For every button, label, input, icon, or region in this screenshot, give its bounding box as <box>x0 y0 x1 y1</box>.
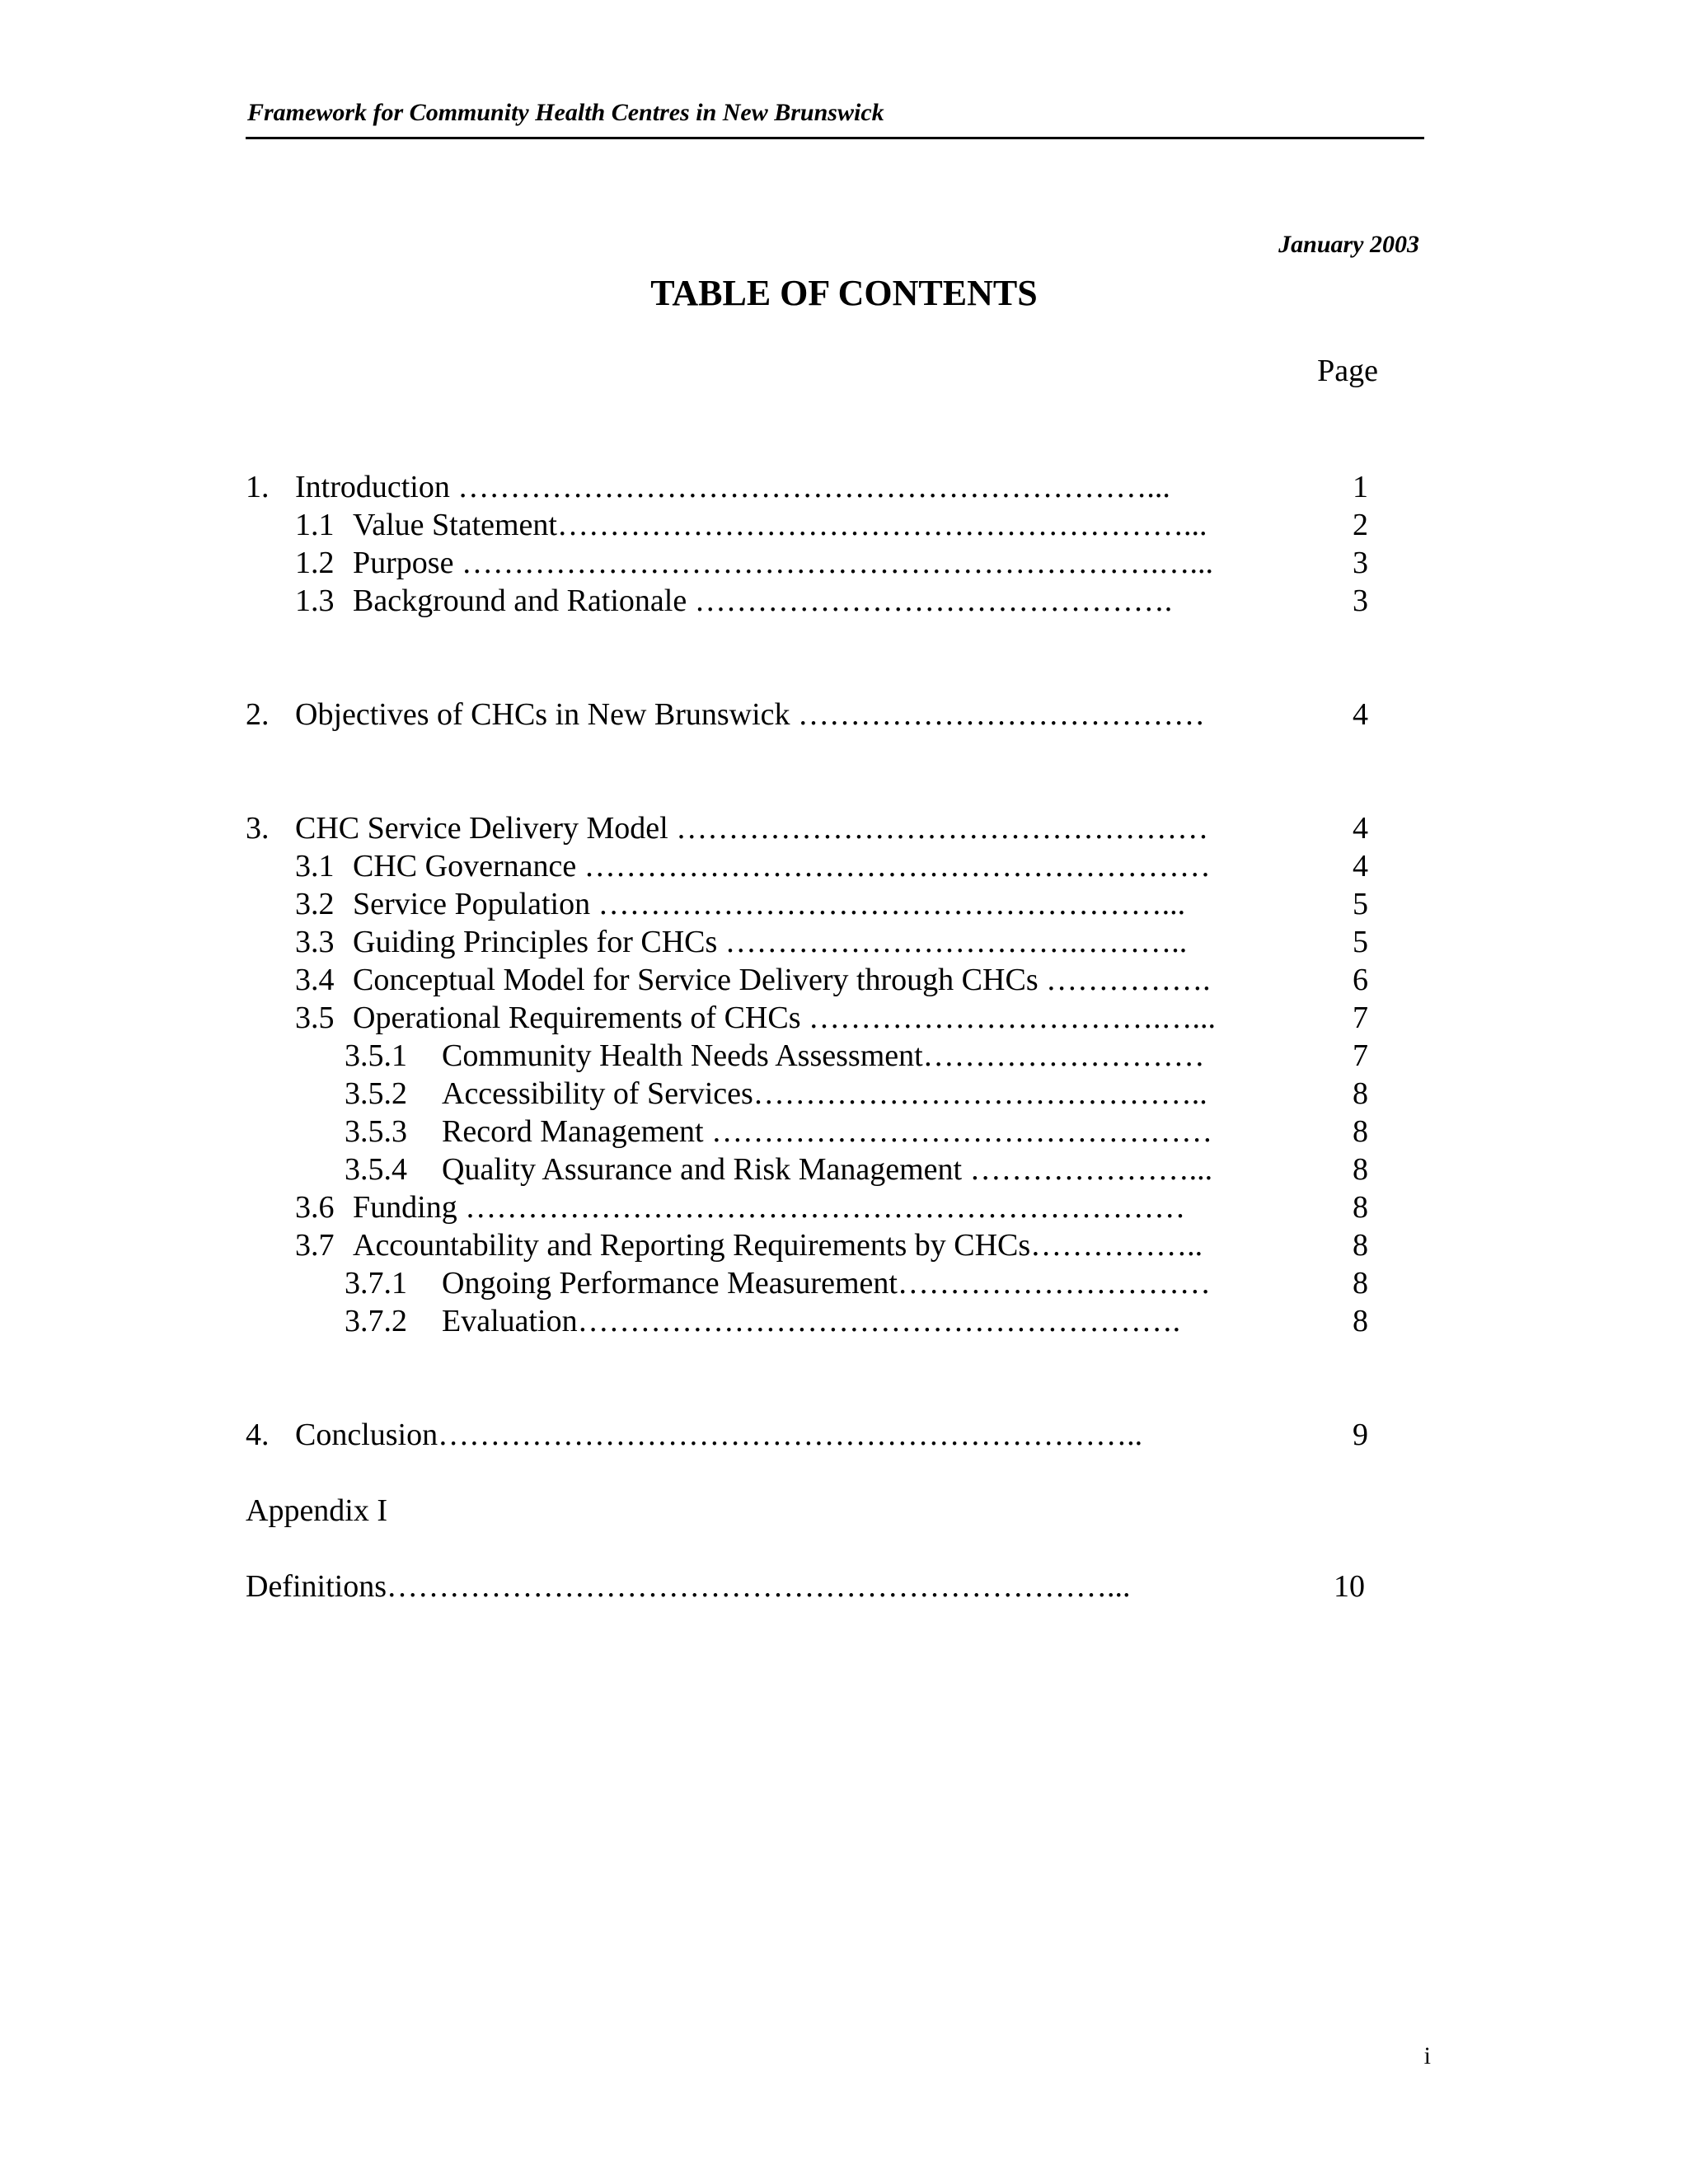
toc-entry-label: Conceptual Model for Service Delivery through CHCs ……………. <box>353 963 1211 997</box>
toc-entry-label: Accessibility of Services…………………………………….. <box>442 1076 1207 1111</box>
toc-entry-page: 8 <box>1353 1228 1368 1263</box>
toc-entry-number: 3.5.3 <box>345 1114 407 1149</box>
toc-entry-label: Evaluation…………………………………………………. <box>442 1304 1181 1338</box>
toc-entry-number: 3.5.1 <box>345 1038 407 1073</box>
toc-entry-page: 7 <box>1353 1001 1368 1035</box>
toc-entry-page: 8 <box>1353 1266 1368 1301</box>
toc-entry-page: 8 <box>1353 1076 1368 1111</box>
toc-entry-label: Record Management ………………………………………… <box>442 1114 1213 1149</box>
toc-entry-number: 1. <box>246 470 270 504</box>
toc-entry-number: 3.2 <box>295 887 335 921</box>
toc-entry-label: Purpose ………………………………………………………….…... <box>353 546 1213 580</box>
toc-entry-page: 5 <box>1353 887 1368 921</box>
toc-entry-label: CHC Governance …………………………………………………… <box>353 849 1211 883</box>
page-title: TABLE OF CONTENTS <box>650 273 1038 313</box>
toc-entry-page: 1 <box>1353 470 1368 504</box>
document-date: January 2003 <box>1278 231 1419 258</box>
toc-entry-number: 3.7.1 <box>345 1266 407 1301</box>
page-number: i <box>1423 2042 1431 2069</box>
toc-entry-page: 10 <box>1334 1569 1365 1604</box>
toc-entry-number: 3.7 <box>295 1228 335 1263</box>
toc-entry-label: Objectives of CHCs in New Brunswick ………………………………… <box>295 697 1206 732</box>
toc-entry-number: 3.4 <box>295 963 335 997</box>
toc-entry-page: 5 <box>1353 925 1368 959</box>
toc-entry-number: 3.5 <box>295 1001 335 1035</box>
toc-entry-label: Operational Requirements of CHCs …………………………….…... <box>353 1001 1217 1035</box>
toc-entry-page: 7 <box>1353 1038 1368 1073</box>
page-column-label: Page <box>1317 354 1378 388</box>
toc-entry-label: Introduction …………………………………………………………... <box>295 470 1170 504</box>
toc-entry-page: 8 <box>1353 1304 1368 1338</box>
toc-entry-label: Appendix I <box>246 1493 388 1528</box>
toc-entry-number: 3.1 <box>295 849 335 883</box>
toc-entry-number: 3. <box>246 811 270 846</box>
toc-entry-page: 4 <box>1353 811 1368 846</box>
toc-entry-page: 8 <box>1353 1152 1368 1187</box>
toc-entry-number: 3.7.2 <box>345 1304 407 1338</box>
toc-entry-label: Value Statement……………………………………………………... <box>353 508 1207 542</box>
toc-entry-page: 8 <box>1353 1190 1368 1225</box>
toc-entry-label: Ongoing Performance Measurement………………………… <box>442 1266 1211 1301</box>
toc-entry-page: 2 <box>1353 508 1368 542</box>
toc-entry-label: Conclusion………………………………………………………….. <box>295 1418 1143 1452</box>
toc-entry-label: Background and Rationale ………………………………………. <box>353 583 1173 618</box>
document-title: Framework for Community Health Centres in New Brunswick <box>247 99 884 126</box>
toc-entry-number: 4. <box>246 1418 270 1452</box>
toc-entry-label: Definitions……………………………………………………………... <box>246 1569 1131 1604</box>
toc-entry-label: Quality Assurance and Risk Management …………………... <box>442 1152 1213 1187</box>
toc-entry-page: 9 <box>1353 1418 1368 1452</box>
toc-entry-label: Accountability and Reporting Requirements by CHCs…………….. <box>353 1228 1203 1263</box>
toc-entry-page: 6 <box>1353 963 1368 997</box>
toc-entry-label: Funding …………………………………………………………… <box>353 1190 1186 1225</box>
toc-entry-page: 3 <box>1353 583 1368 618</box>
toc-entry-page: 8 <box>1353 1114 1368 1149</box>
toc-entry-number: 3.3 <box>295 925 335 959</box>
toc-entry-page: 3 <box>1353 546 1368 580</box>
toc-entry-number: 1.3 <box>295 583 335 618</box>
toc-entry-number: 1.2 <box>295 546 335 580</box>
toc-entry-page: 4 <box>1353 849 1368 883</box>
toc-entry-number: 3.6 <box>295 1190 335 1225</box>
toc-entry-number: 1.1 <box>295 508 335 542</box>
toc-entry-label: CHC Service Delivery Model …………………………………………… <box>295 811 1209 846</box>
toc-entry-label: Guiding Principles for CHCs …………………………….……….. <box>353 925 1188 959</box>
toc-entry-number: 2. <box>246 697 270 732</box>
toc-entry-number: 3.5.4 <box>345 1152 407 1187</box>
toc-entry-number: 3.5.2 <box>345 1076 407 1111</box>
toc-entry-label: Service Population ………………………………………………... <box>353 887 1186 921</box>
toc-entry-label: Community Health Needs Assessment……………………… <box>442 1038 1205 1073</box>
toc-entry-page: 4 <box>1353 697 1368 732</box>
